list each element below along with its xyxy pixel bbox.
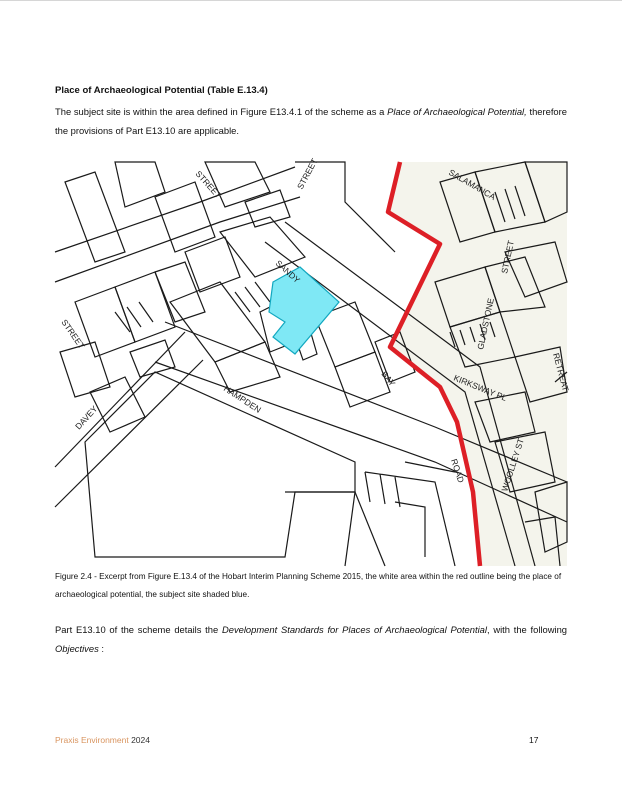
section-heading: Place of Archaeological Potential (Table E.13.4) [55,85,268,96]
label-bay: BAY [379,369,398,389]
label-street-4: STREET [59,317,87,351]
top-rule [0,0,622,1]
obj-text-objectives: Objectives [55,643,99,654]
intro-text-c: therefore the provisions of Part E13.10 are applicable. [55,106,567,136]
intro-text-a: The subject site is within the area defined in Figure E13.4.1 of the scheme as a [55,106,388,117]
subject-site [269,267,339,354]
obj-text-e: : [98,643,104,654]
label-street-1: STREET [193,168,224,201]
figure-caption: Figure 2.4 - Excerpt from Figure E.13.4 of the Hobart Interim Planning Scheme 2015, the white area within the red outline being the place of archaeological potential, the subject site shaded blue. [55,572,562,599]
label-street-2: STREET [294,156,320,191]
footer-brand [55,735,150,745]
intro-text-emphasis: Place of Archaeological Potential, [387,106,527,117]
zoning-map [55,156,571,566]
label-road: ROAD [449,457,467,484]
label-sandy: SANDY [273,258,303,286]
label-gladstone: GLADSTONE [475,297,496,351]
label-salamanca: SALAMANCA [447,167,498,202]
label-hampden: HAMPDEN [221,383,264,415]
footer-year: 2024 [131,735,150,745]
label-woolley: WOOLLEY ST [499,437,526,493]
objectives-paragraph [55,620,567,658]
obj-text-c: , with the following [486,624,568,635]
label-kirksway: KIRKSWAY PL [452,372,509,404]
intro-paragraph [55,102,567,140]
footer-brand-name: Praxis Environment [55,735,129,745]
label-davey: DAVEY [73,403,100,432]
obj-text-emphasis: Development Standards for Places of Archaeological Potential [221,624,487,635]
label-retreat: RETREAT [551,351,571,393]
obj-text-a: Part E13.10 of the scheme details the [55,624,222,635]
page-number: 17 [529,735,539,745]
label-street-3: STREET [499,239,516,275]
